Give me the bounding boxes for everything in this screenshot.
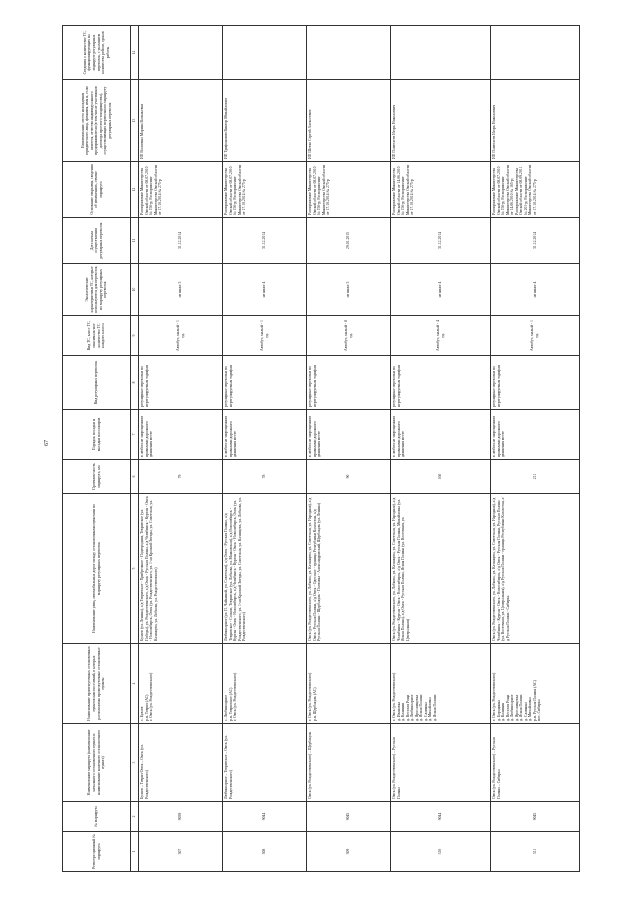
cell-num: 9045 xyxy=(491,802,580,832)
cell-boarding: в любом не запрещенном правилами дорожного движения месте xyxy=(307,410,391,460)
table-row xyxy=(223,26,307,872)
cell-length: 78 xyxy=(223,460,307,494)
column-number: 8 xyxy=(131,356,139,410)
cell-reg: 308 xyxy=(223,832,307,872)
cell-num: 9044 xyxy=(391,802,491,832)
cell-stops: г. Омск (ул. Рождественского) д. Ивановка д. Калинин д. Веселая Роща д. Любиноарное д. Ярославцевка д. Ясная Поляна д. Славянка д. Михайловка д. Ясная Поляна xyxy=(391,644,491,724)
cell-num: 9039 xyxy=(139,802,223,832)
cell-info xyxy=(491,26,580,80)
header-cell: Наименование улиц, автомобильных дорог между остановочными пунктами по маршруту регулярных перевозок xyxy=(63,494,131,644)
cell-basis: Распоряжение Министерства Омской области от 14.06.2010 № 156-р; Распоряжение Министерства Омской области от 17.10.2014 № 275-р xyxy=(391,162,491,218)
cell-vehicle: Автобус, малый - 1 ед. xyxy=(223,316,307,356)
cell-num: 9044 xyxy=(223,802,307,832)
cell-stops: с. Булаев р.п. Тевриз (АС) г. Омск (ул. Рождественского) xyxy=(139,644,223,724)
table-row xyxy=(307,26,391,872)
cell-start: 31.12.2014 xyxy=(491,218,580,264)
column-number: 6 xyxy=(131,460,139,494)
header-cell: Экологические характеристики ТС, которые используются для перевозок по маршруту регулярных перевозок xyxy=(63,264,131,316)
header-cell: Сведения о количестве ТС, функционирующих на маршруте регулярных перевозок, с указанием количества рейсов, сроков работы xyxy=(63,26,131,80)
header-cell: Вид регулярных перевозок xyxy=(63,356,131,410)
column-number: 9 xyxy=(131,316,139,356)
cell-num: 9045 xyxy=(307,802,391,832)
header-cell: Наименование промежуточных остановочных пунктов или поселений, в которых расположены промежуточные остановочные пункты xyxy=(63,644,131,724)
column-number: 3 xyxy=(131,724,139,802)
cell-name: Омск (ул. Рождественского) – Русская Поляна – Сибирка xyxy=(491,724,580,802)
cell-streets: Булаев (ул. Ленина), а/д Тевризское - Прибрежное - Подгородная, Тевризское (ул. Победы), ул. Рождественского, а/д Омск - Русская Поляна, а/д Челябинск - Курган - Омск - Новосибирск, Омск (ул. Рождественского, ул. 1-ая Красной Звезды, ул. Советская, ул. Казанцева, ул. Лобкова, ул. Рождественского) xyxy=(139,494,223,644)
cell-reg: 307 xyxy=(139,832,223,872)
rotated-table-wrapper xyxy=(62,26,578,872)
cell-eco: не ниже 3 xyxy=(307,264,391,316)
cell-type: регулярные перевозки по нерегулируемым тарифам xyxy=(223,356,307,410)
header-cell: Порядок посадки и высадки пассажиров xyxy=(63,410,131,460)
cell-start: 31.12.2014 xyxy=(391,218,491,264)
cell-streets: Омск (ул. Рождественского, ул. Лобкова, ул. Казанцева, ул. Советская, ул. Народная), а/д Челябинск - Курган - Омск - Новосибирск, а/д Омск - Русская Поляна, Русская Поляна (ул. Восточная, ул. Центральная), а/д Русская Поляна - граница Республики Казахстан, а/д Русская Поляна - Сибирка xyxy=(491,494,580,644)
cell-start: 29.01.2015 xyxy=(307,218,391,264)
cell-info xyxy=(307,26,391,80)
cell-stops: с. Любиноарное р.п. Тевризское (АС) г. Омск (ул. Рождественского) xyxy=(223,644,307,724)
cell-eco: не ниже 3 xyxy=(139,264,223,316)
header-cell: Дата начала осуществления регулярных перевозок xyxy=(63,218,131,264)
cell-type: регулярные перевозки по нерегулируемым тарифам xyxy=(491,356,580,410)
cell-length: 160 xyxy=(391,460,491,494)
cell-length: 79 xyxy=(139,460,223,494)
column-number: 10 xyxy=(131,264,139,316)
column-number: 11 xyxy=(131,218,139,264)
cell-streets: Омск (ул. Рождественского, ул. Лобкова, ул. Казанцева, ул. Советская, ул. Народная), а/д Омск - Русская Поляна, а/д Омск - Одесское - граница Республики Казахстан, а/д Русская Поляна - Щербакуль - Полтавка - Александровский, Щербакуль (ул. Ленина) xyxy=(307,494,391,644)
cell-boarding: в любом не запрещенном правилами дорожного движения месте xyxy=(491,410,580,460)
cell-eco: не ниже 4 xyxy=(223,264,307,316)
cell-length: 90 xyxy=(307,460,391,494)
cell-vehicle: Автобус, малый - 1 ед. xyxy=(491,316,580,356)
column-number: 1 xyxy=(131,832,139,872)
cell-type: регулярные перевозки по нерегулируемым тарифам xyxy=(391,356,491,410)
cell-basis: Распоряжение Министерства Омской области от 08.07.2010 № 156-р; Распоряжение Министерства Омской области от 17.10.2014 № 275-р xyxy=(223,162,307,218)
table-row xyxy=(139,26,223,872)
cell-length: 211 xyxy=(491,460,580,494)
cell-start: 31.12.2014 xyxy=(223,218,307,264)
cell-name: Булаев – Тевриз/Омск – Омск (ул. Рождественского) xyxy=(139,724,223,802)
header-cell: Основание открытия, сведения об изменениях, отмене маршрута xyxy=(63,162,131,218)
header-row xyxy=(63,26,131,872)
cell-type: регулярные перевозки по нерегулируемым тарифам xyxy=(139,356,223,410)
column-number-row xyxy=(131,26,139,872)
cell-start: 31.12.2014 xyxy=(139,218,223,264)
cell-eco: не ниже 4 xyxy=(491,264,580,316)
cell-basis: Распоряжение Министерства Омской области от 08.07.2010 № 156-р; Распоряжение Министерства Омской области от 14.06.2010 № 165-р; Распоряжение Министерства Омской области от 08.09.2011 № 201-р; Распоряжение Министерства Омской области от 17.10.2014 № 275-р xyxy=(491,162,580,218)
cell-vehicle: Автобус, малый - 4 ед. xyxy=(391,316,491,356)
cell-name: Любиноарное – Тевризское – Омск (ул. Рождественского) xyxy=(223,724,307,802)
column-number: 14 xyxy=(131,26,139,80)
cell-name: Омск (ул. Рождественского) – Щербакуль xyxy=(307,724,391,802)
cell-reg: 309 xyxy=(307,832,391,872)
column-number: 12 xyxy=(131,162,139,218)
column-number: 2 xyxy=(131,802,139,832)
column-number: 5 xyxy=(131,494,139,644)
cell-info xyxy=(223,26,307,80)
table-row xyxy=(391,26,491,872)
cell-info xyxy=(391,26,491,80)
header-cell: № маршрута xyxy=(63,802,131,832)
cell-boarding: в любом не запрещенном правилами дорожного движения месте xyxy=(391,410,491,460)
cell-carrier: ИП Пантелеев Игорь Николаевич xyxy=(491,80,580,162)
cell-reg: 311 xyxy=(491,832,580,872)
cell-type: регулярные перевозки по нерегулируемым тарифам xyxy=(307,356,391,410)
cell-boarding: в любом не запрещенном правилами дорожного движения месте xyxy=(139,410,223,460)
cell-boarding: в любом не запрещенном правилами дорожного движения месте xyxy=(223,410,307,460)
column-number: 7 xyxy=(131,410,139,460)
cell-streets: Омск (ул. Рождественского, ул. Лобкова, ул. Казанцева, ул. Советская, ул. Народная), а/д Челябинск - Курган - Омск - Новосибирск, а/д Омск - Русская Поляна, Михайловка (ул. Ясная Поляна), а/д Омск - Русская Поляна, Ясная Поляна (ул. Восточная, ул. Центральная) xyxy=(391,494,491,644)
cell-vehicle: Автобус, малый - 8 ед. xyxy=(307,316,391,356)
cell-eco: не ниже 4 xyxy=(391,264,491,316)
header-cell: Вид ТС, класс ТС, максималь-ное количество ТС каждого класса xyxy=(63,316,131,356)
header-cell: Регистра-ционный № маршрута xyxy=(63,832,131,872)
cell-carrier: ИП Вологина Марина Васильевна xyxy=(139,80,223,162)
cell-carrier: ИП Пантелеев Игорь Николаевич xyxy=(391,80,491,162)
header-cell: Наименование маршрута (наименование начального остановочного пункта и наименование конечного остановочного пункта) xyxy=(63,724,131,802)
column-number: 13 xyxy=(131,80,139,162)
cell-info xyxy=(139,26,223,80)
cell-carrier: ИП Шетко Сергей Алексеевич xyxy=(307,80,391,162)
cell-vehicle: Автобус, малый - 1 ед. xyxy=(139,316,223,356)
routes-table xyxy=(62,25,580,872)
cell-basis: Распоряжение Министерства Омской области от 08.07.2010 № 156-р; Распоряжение Министерства Омской области от 17.10.2014 № 275-р xyxy=(307,162,391,218)
header-cell: Наименование, место нахождения юридического лица, фамилия, имя и, если имеется, отчество индивидуального предпринимателя (в том числе участников договора простого товарищества), осуществляющих перевозки по маршруту регулярных перевозок xyxy=(63,80,131,162)
cell-carrier: ИП Трифонович Виктор Михайлович xyxy=(223,80,307,162)
column-number: 4 xyxy=(131,644,139,724)
page-number: 67 xyxy=(44,440,50,446)
cell-stops: г. Омск (ул. Рождественского) д. Бородинка д. Калинин д. Веселая Роща д. Любиноарное д. Ярославцевка д. Ясная Поляна д. Славянка д. Михайловка р.п. Русская Поляна (АС) пос. Сибирка xyxy=(491,644,580,724)
header-cell: Протяжен-ность маршрута, км xyxy=(63,460,131,494)
cell-reg: 310 xyxy=(391,832,491,872)
table-row xyxy=(491,26,580,872)
cell-stops: г. Омск (ул. Рождественского) р.п. Щербакуль (АС) xyxy=(307,644,391,724)
cell-streets: Любиноарное (ул. П. Чайкиной, ул. Советская), а/д Омск - Русская Поляна, а/д Тевризское - Соснов, Тевризское (ул. Лобкова, ул. Маяковская), а/д Новосибирск - Курган - Омск - Новосибирск, а/д Челябинск - Курган - Омск - Новосибирск, Омск (ул. Рождественского, ул. 1-ая Красной Звезды, ул. Советская, ул. Казанцева, ул. Лобкова, ул. Рождественского) xyxy=(223,494,307,644)
cell-name: Омск (ул. Рождественского) – Русская Поляна xyxy=(391,724,491,802)
cell-basis: Распоряжение Министерства Омской области от 08.07.2010 № 156-р; Распоряжение Министерства Омской области от 17.10.2014 № 275-р xyxy=(139,162,223,218)
